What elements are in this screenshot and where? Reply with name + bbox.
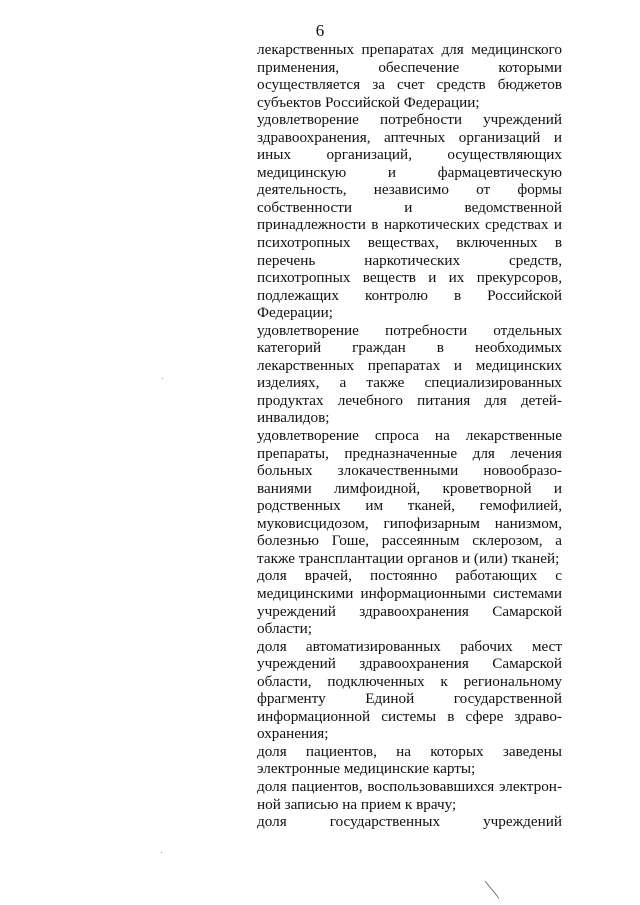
text-line: родственных им тканей, гемофилией,	[257, 497, 562, 515]
paragraph	[257, 813, 562, 831]
text-line: иных организаций, осуществляющих	[257, 146, 562, 164]
paragraph	[257, 567, 562, 637]
text-line: лекарственных препаратах и медицинских	[257, 356, 562, 374]
text-line: психотропных веществ и их прекурсоров,	[257, 269, 562, 287]
text-column	[257, 41, 562, 831]
paragraph	[257, 111, 562, 322]
text-line: принадлежности в наркотических средствах и	[257, 216, 562, 234]
text-line: фрагменту Единой государственной	[257, 690, 562, 708]
text-line: удовлетворение спроса на лекарственные	[257, 427, 562, 445]
text-line: учреждений здравоохранения Самарской	[257, 655, 562, 673]
text-line: препараты, предназначенные для лечения	[257, 444, 562, 462]
text-line: осуществляется за счет средств бюджетов	[257, 76, 562, 94]
text-line: доля автоматизированных рабочих мест	[257, 637, 562, 655]
text-line: перечень наркотических средств,	[257, 251, 562, 269]
paragraph	[257, 41, 562, 111]
text-line: доля государственных учреждений	[257, 813, 562, 831]
text-line: ваниями лимфоидной, кроветворной и	[257, 479, 562, 497]
scan-mark	[484, 880, 500, 900]
text-line: изделиях, а также специализированных	[257, 374, 562, 392]
text-line: информационной системы в сфере здраво-	[257, 707, 562, 725]
page-number: 6	[315, 21, 325, 40]
text-line: доля врачей, постоянно работающих с	[257, 567, 562, 585]
text-line: также трансплантации органов и (или) тканей;	[257, 549, 560, 567]
text-line: Федерации;	[257, 304, 333, 322]
text-line: здравоохранения, аптечных организаций и	[257, 128, 562, 146]
text-line: подлежащих контролю в Российской	[257, 286, 562, 304]
paragraph	[257, 638, 562, 743]
text-line: области, подключенных к региональному	[257, 672, 562, 690]
text-line: инвалидов;	[257, 409, 330, 427]
scan-speck	[162, 378, 163, 379]
text-line: удовлетворение потребности отдельных	[257, 321, 562, 339]
text-line: медицинскую и фармацевтическую	[257, 163, 562, 181]
text-line: учреждений здравоохранения Самарской	[257, 602, 562, 620]
paragraph	[257, 322, 562, 427]
text-line: деятельность, независимо от формы	[257, 181, 562, 199]
text-line: применения, обеспечение которыми	[257, 58, 562, 76]
text-line: муковисцидозом, гипофизарным нанизмом,	[257, 514, 562, 532]
text-line: доля пациентов, на которых заведены	[257, 742, 562, 760]
text-line: психотропных веществах, включенных в	[257, 234, 562, 252]
paragraph	[257, 743, 562, 778]
text-line: доля пациентов, воспользовавшихся электрон-	[257, 777, 562, 795]
text-line: электронные медицинские карты;	[257, 760, 476, 778]
text-line: ной записью на прием к врачу;	[257, 795, 457, 813]
text-line: собственности и ведомственной	[257, 198, 562, 216]
text-line: лекарственных препаратах для медицинского	[257, 41, 562, 58]
text-line: удовлетворение потребности учреждений	[257, 111, 562, 129]
text-line: субъектов Российской Федерации;	[257, 93, 480, 111]
text-line: болезнью Гоше, рассеянным склерозом, а	[257, 532, 562, 550]
text-line: больных злокачественными новообразо-	[257, 462, 562, 480]
paragraph	[257, 778, 562, 813]
text-line: охранения;	[257, 725, 329, 743]
text-line: медицинскими информационными системами	[257, 584, 562, 602]
text-line: продуктах лечебного питания для детей-	[257, 391, 562, 409]
paragraph	[257, 427, 562, 567]
text-line: категорий граждан в необходимых	[257, 339, 562, 357]
scan-speck	[161, 852, 162, 853]
text-line: области;	[257, 620, 312, 638]
